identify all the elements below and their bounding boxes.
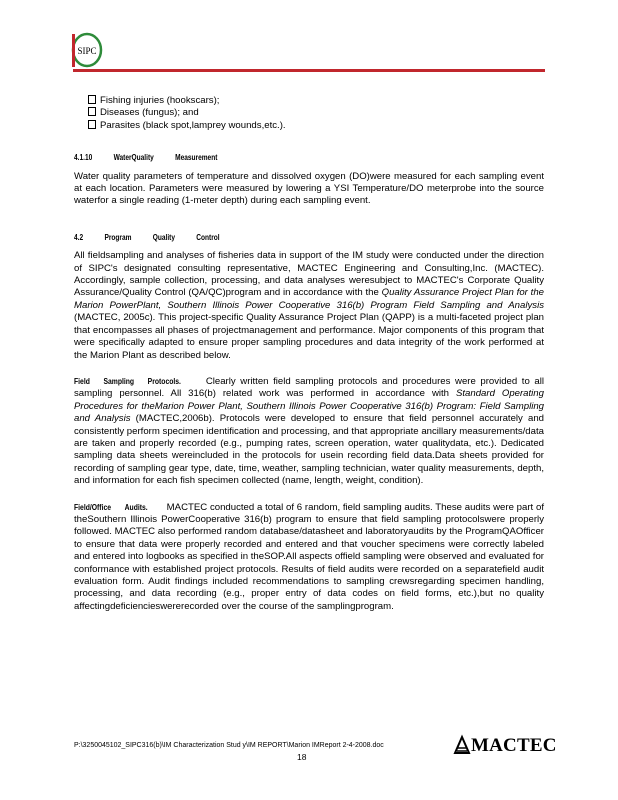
- header-rule: [73, 69, 545, 72]
- sipc-logo: [68, 30, 104, 70]
- paragraph-program-qc: All fieldsampling and analyses of fisheries data in support of the IM study were conducted under the direction of SIPC's designated consulting representative, MACTEC Engineering and Consulting,Inc. (MACTEC). Accordingly, sample collection, processing, and data analyses weresubject to MACTEC's Corporate Quality Assurance/Quality Control (QA/QC)program and in accordance with the Quality Assurance Project Plan for the Marion PowerPlant, Southern Illinois Power Cooperative 316(b) Program Field Sampling and Analysis (MACTEC, 2005c). This project-specific Quality Assurance Project Plan (QAPP) is a multi-faceted project plan that encompasses all phases of projectmanagement and performance. Major components of this program that were specifically adapted to ensure proper sampling procedures and data integrity of the work performed at the Marion Plant as described below.: [74, 250, 545, 361]
- document-body: [74, 95, 544, 627]
- bullet-list: [88, 95, 544, 132]
- footer-file-path: P:\3250045102_SIPC316(b)\IM Characterization Stud y\IM REPORT\Marion IMReport 2-4-2008.doc: [74, 740, 384, 749]
- svg-text:SIPC: SIPC: [77, 46, 97, 56]
- list-item: Parasites (black spot,lamprey wounds,etc.).: [88, 120, 544, 132]
- section-heading-4-1-10: 4.1.10 WaterQuality Measurement: [74, 153, 218, 163]
- bullet-box-icon: [88, 120, 96, 129]
- page-number: 18: [297, 752, 307, 762]
- runin-heading: Field/Office Audits.: [74, 502, 148, 512]
- paragraph-field-sampling-protocols: Field Sampling Protocols. Clearly written field sampling protocols and procedures were provided to all sampling personnel. All 316(b) related work was performed in accordance with Standard Operating Procedures for theMarion Power Plant, Southern Illinois Power Cooperative 316(b) Program: Field Sampling and Analysis (MACTEC,2006b). Protocols were developed to ensure that field personnel accurately and consistently perform specimen identification and processing, and that appropriate ancillary measurements/data are taken and properly recorded (e.g., pumping rates, screen operation, water qualitydata, etc.). Dedicated sampling data sheets wereincluded in the protocols for usein recording field data.Data sheets provided for recording of sampling gear type, date, time, weather, sampling technician, water quality measurements, depth, and information for each fish specimen collected (name, length, weight, condition).: [74, 375, 544, 487]
- mactec-logo: MACTEC: [453, 734, 545, 756]
- mactec-emblem-icon: [453, 734, 471, 756]
- list-item: Diseases (fungus); and: [88, 107, 544, 119]
- list-item: Fishing injuries (hookscars);: [88, 95, 544, 107]
- paragraph-water-quality: Water quality parameters of temperature and dissolved oxygen (DO)were measured for each sampling event at each location. Parameters were measured by lowering a YSI Temperature/DO meterprobe into the source waterfor a single reading (1-meter depth) during each sampling event.: [74, 170, 544, 207]
- paragraph-field-office-audits: Field/Office Audits. MACTEC conducted a total of 6 random, field sampling audits. These audits were part of theSouthern Illinois PowerCooperative 316(b) program to ensure that field sampling protocolswere properly followed. MACTEC also performed random database/datasheet and laboratoryaudits by the ProgramQAOfficer to ensure that data were properly recorded and entered and that voucher specimens were correctly labeled and entered into logbooks as specified in theSOP.All aspects offield sampling were observed and evaluated for conformance with established project protocols. Results of field audits were recorded on a separatefield audit evaluation form. Audit findings included recommendations to sampling crewsregarding specimen handling, processing, and data recording (e.g., proper entry of data codes on field forms, etc.),but no quality affectingdeficiencieswererecorded over the course of the samplingprogram.: [74, 501, 544, 612]
- runin-heading: Field Sampling Protocols.: [74, 376, 181, 386]
- bullet-box-icon: [88, 107, 96, 116]
- bullet-box-icon: [88, 95, 96, 104]
- section-heading-4-2: 4.2 Program Quality Control: [74, 232, 220, 242]
